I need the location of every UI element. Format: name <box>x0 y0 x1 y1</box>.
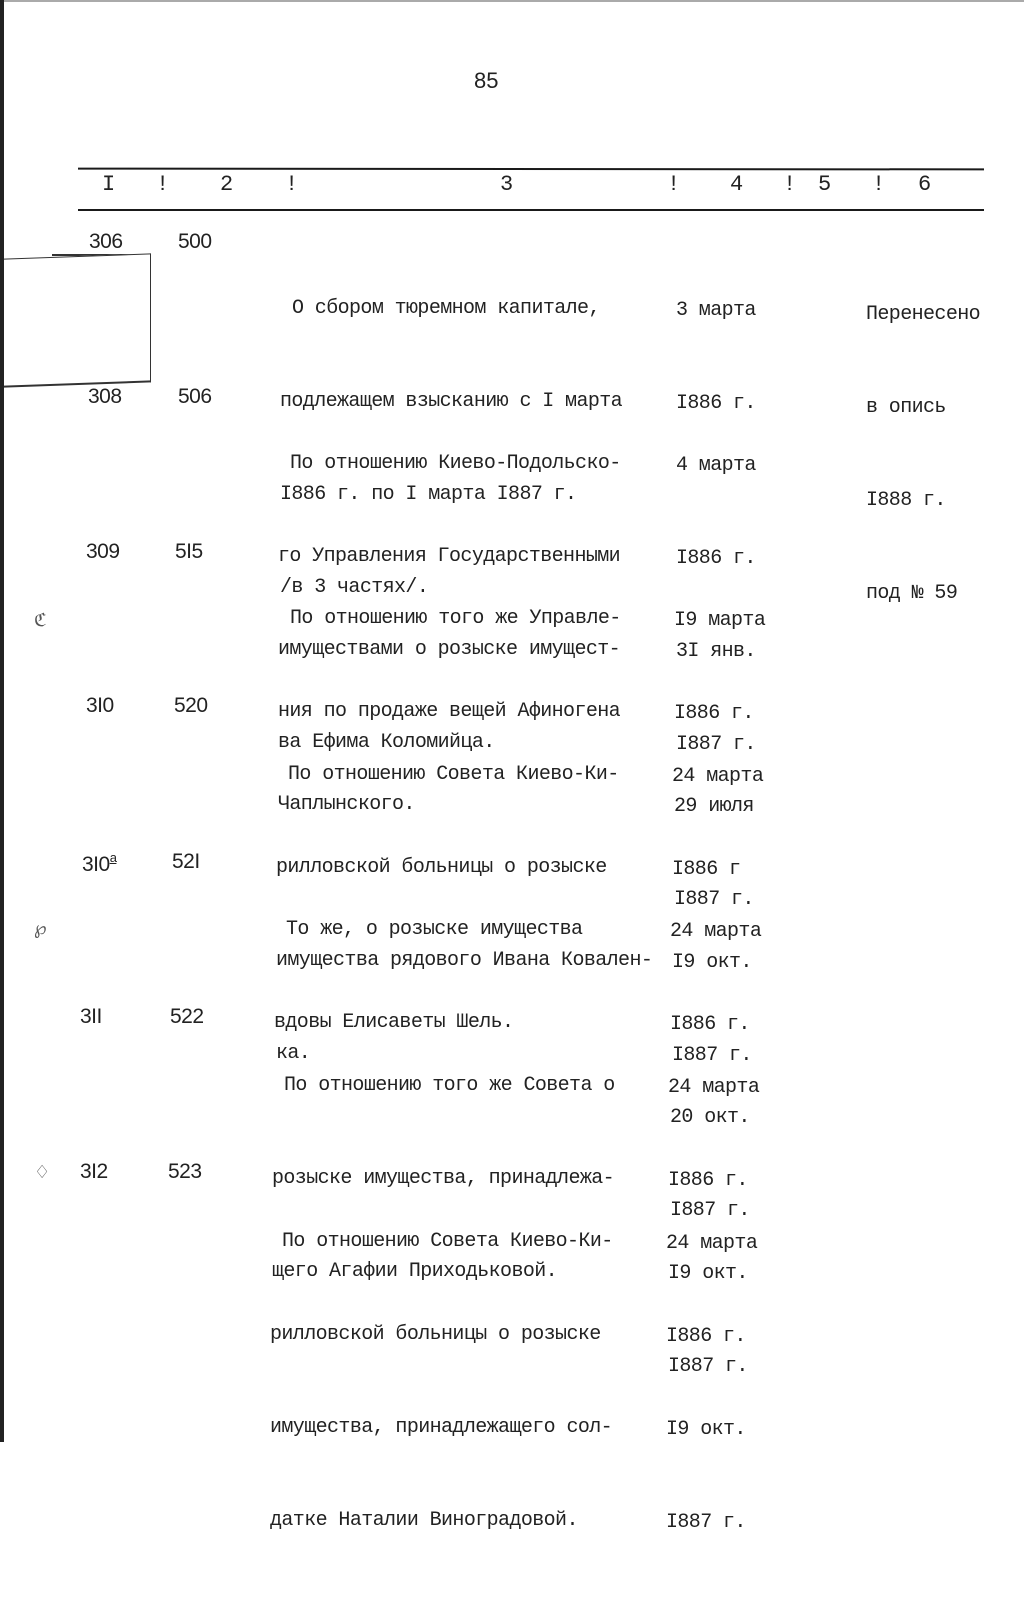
header-rule-bottom <box>78 209 984 211</box>
header-rule-top <box>78 168 984 171</box>
cell-description: То же, о розыске имущества вдовы Елисаветы Шель. <box>274 918 583 1034</box>
header-separator: ! <box>156 172 170 197</box>
page-number: 85 <box>474 68 499 93</box>
page-top-edge <box>0 0 1024 2</box>
header-separator: ! <box>667 172 681 197</box>
margin-mark: ♢ <box>34 1162 51 1183</box>
margin-mark: ℘ <box>34 918 47 939</box>
cell-item-number: 3I0 <box>86 694 114 717</box>
cell-dates: 3 марта I886 г. <box>676 299 756 415</box>
header-col-6: 6 <box>918 172 932 197</box>
cell-dates: 24 марта I886 г. I9 окт. I887 г. <box>666 1232 758 1534</box>
header-col-1: I <box>102 172 116 197</box>
cell-item-number: $3I0^а$ <box>82 850 117 876</box>
cell-file-number: 522 <box>170 1005 204 1028</box>
cell-dates: 4 марта I886 г. 3I янв. I887 г. <box>676 454 756 756</box>
cell-file-number: 523 <box>168 1160 202 1183</box>
cell-item-number: 306 <box>89 230 123 253</box>
header-col-3: 3 <box>500 172 514 197</box>
cell-file-number: 520 <box>174 694 208 717</box>
header-separator: ! <box>783 172 797 197</box>
page-left-edge <box>0 0 4 1442</box>
cell-file-number: 506 <box>178 385 212 408</box>
margin-mark: ℭ <box>34 610 47 631</box>
cell-file-number: 500 <box>178 230 212 253</box>
cell-dates: 24 марта I886 г. 20 окт. I887 г. <box>670 920 762 1222</box>
cell-description: По отношению Совета Киево-Ки- рилловской больницы о розыске имущества, принадлежащего сол- датке Наталии Виноградовой. <box>270 1230 613 1532</box>
cell-note: Перенесено в опись I888 г. под № 59 <box>866 303 981 605</box>
header-separator: ! <box>872 172 886 197</box>
cell-item-number: 3II <box>80 1005 102 1028</box>
header-separator: ! <box>285 172 299 197</box>
cell-dates: I9 марта I886 г. 29 июля I887 г. <box>674 609 766 911</box>
cell-dates: 24 марта I886 г I9 окт. I887 г. <box>672 765 764 1067</box>
cell-file-number: 52I <box>172 850 200 873</box>
cell-file-number: 5I5 <box>175 540 203 563</box>
header-col-4: 4 <box>730 172 744 197</box>
cell-dates: 24 марта I886 г. I9 окт. I887 г. <box>668 1076 760 1378</box>
item-number-suffix: а <box>109 850 117 865</box>
cell-description: По отношению того же Совета о розыске имущества, принадлежа- щего Агафии Приходьковой. <box>272 1074 615 1283</box>
pasted-label <box>4 253 151 387</box>
cell-description: По отношению Киево-Подольско- го Управления Государственными имуществами о розыске имущест- ва Ефима Коломийца. <box>278 452 621 754</box>
cell-description: По отношению Совета Киево-Ки- рилловской больницы о розыске имущества рядового Ивана Ковален- ка. <box>276 763 653 1065</box>
cell-description: О сбором тюремном капитале, подлежащем взысканию с I марта I886 г. по I марта I887 г. /в 3 частях/. <box>280 297 623 599</box>
header-col-2: 2 <box>220 172 234 197</box>
cell-item-number: 308 <box>88 385 122 408</box>
header-col-5: 5 <box>818 172 832 197</box>
cell-description: По отношению того же Управле- ния по продаже вещей Афиногена Чаплынского. <box>278 607 621 816</box>
cell-item-number: 3I2 <box>80 1160 108 1183</box>
cell-item-number: 309 <box>86 540 120 563</box>
